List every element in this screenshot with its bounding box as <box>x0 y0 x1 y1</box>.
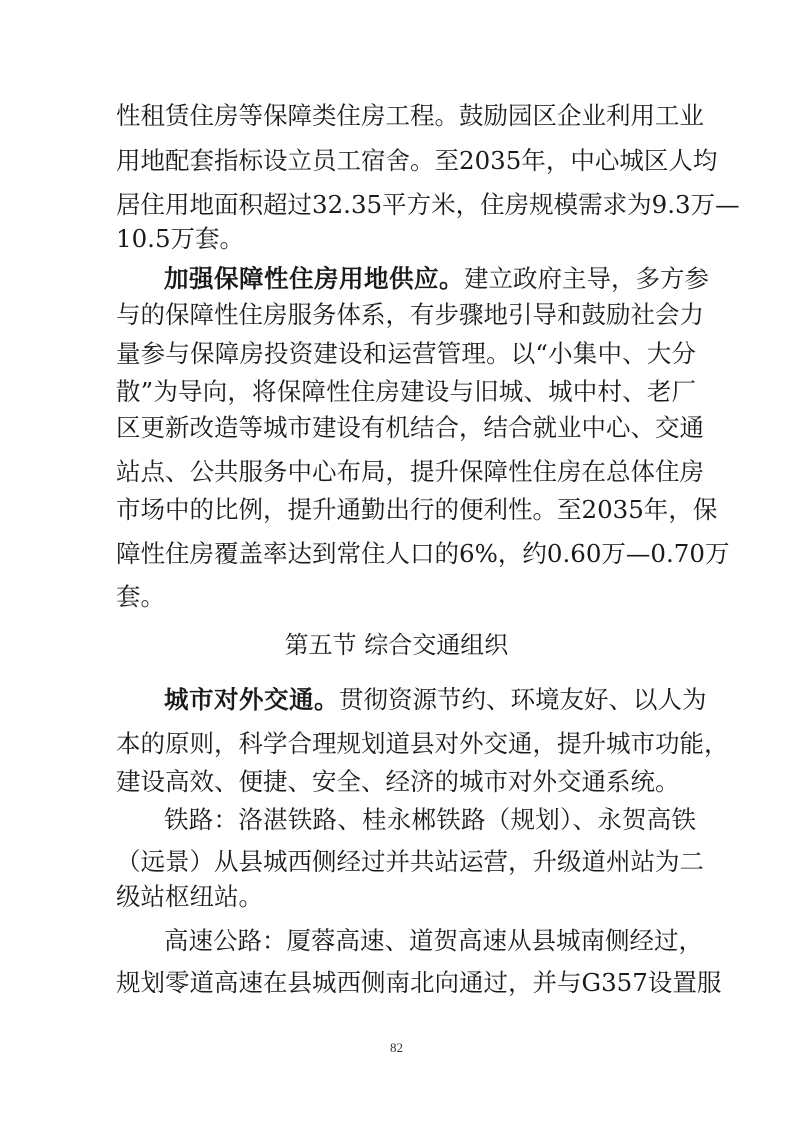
paragraph-housing-supply <box>164 262 709 296</box>
paragraph-lead: 加强保障性住房用地供应。 <box>164 264 464 293</box>
text-line: 居住用地面积超过32.35平方米，住房规模需求为9.3万— <box>116 190 740 219</box>
highway-paragraph: 高速公路：厦蓉高速、道贺高速从县城南侧经过， <box>164 926 703 955</box>
text-line: 10.5万套。 <box>116 224 245 253</box>
text-line: 量参与保障房投资建设和运营管理。以“小集中、大分 <box>116 339 696 368</box>
text-line: （远景）从县城西侧经过并共站运营，升级道州站为二 <box>116 847 704 876</box>
text-line: 用地配套指标设立员工宿舍。至2035年，中心城区人均 <box>116 146 718 175</box>
text-line: 市场中的比例，提升通勤出行的便利性。至2035年，保 <box>116 495 718 524</box>
paragraph-lead: 城市对外交通。 <box>164 685 339 714</box>
page-number: 82 <box>390 1040 403 1055</box>
text-line: 障性住房覆盖率达到常住人口的6%，约0.60万—0.70万 <box>116 539 730 568</box>
paragraph-text: 建立政府主导，多方参 <box>464 264 709 293</box>
text-line: 级站枢纽站。 <box>116 882 263 911</box>
text-line: 站点、公共服务中心布局，提升保障性住房在总体住房 <box>116 457 704 486</box>
text-line: 区更新改造等城市建设有机结合，结合就业中心、交通 <box>116 413 704 442</box>
text-line: 性租赁住房等保障类住房工程。鼓励园区企业利用工业 <box>116 101 704 130</box>
text-line: 与的保障性住房服务体系，有步骤地引导和鼓励社会力 <box>116 300 704 329</box>
paragraph-text: 贯彻资源节约、环境友好、以人为 <box>339 685 707 714</box>
section-heading: 第五节 综合交通组织 <box>284 631 509 659</box>
paragraph-external-transport <box>164 683 707 717</box>
text-line: 规划零道高速在县城西侧南北向通过，并与G357设置服 <box>116 968 722 997</box>
railway-paragraph: 铁路：洛湛铁路、桂永郴铁路（规划）、永贺高铁 <box>164 805 696 834</box>
text-line: 本的原则，科学合理规划道县对外交通，提升城市功能， <box>116 729 729 758</box>
text-line: 套。 <box>116 582 165 611</box>
text-line: 散”为导向，将保障性住房建设与旧城、城中村、老厂 <box>116 377 696 406</box>
text-line: 建设高效、便捷、安全、经济的城市对外交通系统。 <box>116 767 680 796</box>
